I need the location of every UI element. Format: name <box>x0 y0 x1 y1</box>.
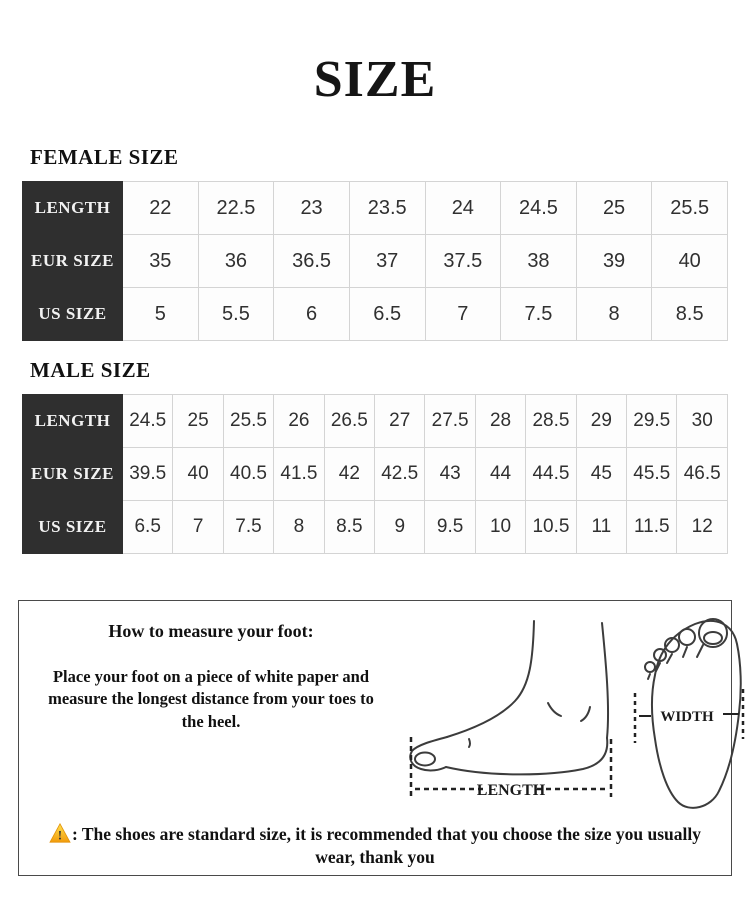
size-cell: 7.5 <box>501 288 577 341</box>
size-cell: 10.5 <box>526 501 576 554</box>
size-cell: 37 <box>349 235 425 288</box>
warning-icon <box>49 823 71 843</box>
female-size-table <box>22 181 728 341</box>
size-cell: 6 <box>274 288 350 341</box>
width-label: WIDTH <box>660 709 714 725</box>
row-header: LENGTH <box>23 182 123 235</box>
size-cell: 6.5 <box>123 501 173 554</box>
row-header: US SIZE <box>23 288 123 341</box>
row-header: EUR SIZE <box>23 448 123 501</box>
size-cell: 37.5 <box>425 235 501 288</box>
size-cell: 29.5 <box>627 395 677 448</box>
size-cell: 38 <box>501 235 577 288</box>
size-cell: 11.5 <box>627 501 677 554</box>
size-cell: 22.5 <box>198 182 274 235</box>
size-cell: 8.5 <box>324 501 374 554</box>
size-cell: 44.5 <box>526 448 576 501</box>
foot-side-view-icon <box>397 611 623 807</box>
size-cell: 45.5 <box>627 448 677 501</box>
foot-sole-view-icon <box>623 611 749 817</box>
size-cell: 35 <box>123 235 199 288</box>
size-cell: 42.5 <box>375 448 425 501</box>
size-cell: 9.5 <box>425 501 475 554</box>
size-cell: 27 <box>375 395 425 448</box>
size-cell: 25.5 <box>652 182 728 235</box>
size-cell: 24 <box>425 182 501 235</box>
size-cell: 43 <box>425 448 475 501</box>
size-cell: 24.5 <box>123 395 173 448</box>
size-cell: 41.5 <box>274 448 324 501</box>
measure-instructions-box <box>18 600 732 876</box>
table-row <box>23 288 728 341</box>
row-header: LENGTH <box>23 395 123 448</box>
size-cell: 36.5 <box>274 235 350 288</box>
size-cell: 36 <box>198 235 274 288</box>
size-cell: 9 <box>375 501 425 554</box>
size-cell: 24.5 <box>501 182 577 235</box>
size-cell: 25 <box>173 395 223 448</box>
measure-text-block <box>25 611 397 811</box>
size-cell: 11 <box>576 501 626 554</box>
size-cell: 28.5 <box>526 395 576 448</box>
size-cell: 5.5 <box>198 288 274 341</box>
size-cell: 26 <box>274 395 324 448</box>
size-cell: 44 <box>475 448 525 501</box>
measure-heading: How to measure your foot: <box>108 621 314 641</box>
size-cell: 26.5 <box>324 395 374 448</box>
size-cell: 7 <box>425 288 501 341</box>
size-cell: 46.5 <box>677 448 728 501</box>
size-cell: 22 <box>123 182 199 235</box>
size-cell: 7 <box>173 501 223 554</box>
size-cell: 23 <box>274 182 350 235</box>
size-cell: 39.5 <box>123 448 173 501</box>
size-cell: 25 <box>576 182 652 235</box>
measure-body-text: Place your foot on a piece of white paper and measure the longest distance from your toes to the heel. <box>48 667 374 731</box>
female-size-heading: FEMALE SIZE <box>30 145 179 169</box>
size-cell: 8 <box>274 501 324 554</box>
size-cell: 5 <box>123 288 199 341</box>
size-cell: 27.5 <box>425 395 475 448</box>
foot-diagrams <box>397 611 750 811</box>
row-header: US SIZE <box>23 501 123 554</box>
svg-text:!: ! <box>57 828 63 843</box>
size-cell: 6.5 <box>349 288 425 341</box>
size-cell: 45 <box>576 448 626 501</box>
length-label: LENGTH <box>476 782 546 799</box>
row-header: EUR SIZE <box>23 235 123 288</box>
size-cell: 40.5 <box>223 448 273 501</box>
size-cell: 28 <box>475 395 525 448</box>
table-row <box>23 448 728 501</box>
size-cell: 40 <box>173 448 223 501</box>
table-row <box>23 182 728 235</box>
size-cell: 40 <box>652 235 728 288</box>
size-cell: 8.5 <box>652 288 728 341</box>
size-cell: 8 <box>576 288 652 341</box>
male-size-heading: MALE SIZE <box>30 358 151 382</box>
size-cell: 29 <box>576 395 626 448</box>
measure-content <box>25 611 725 811</box>
size-cell: 39 <box>576 235 652 288</box>
size-cell: 25.5 <box>223 395 273 448</box>
size-cell: 10 <box>475 501 525 554</box>
size-cell: 30 <box>677 395 728 448</box>
note-text: : The shoes are standard size, it is recommended that you choose the size you usually wear, thank you <box>71 824 702 867</box>
table-row <box>23 501 728 554</box>
size-cell: 12 <box>677 501 728 554</box>
standard-size-note <box>45 823 705 869</box>
size-cell: 23.5 <box>349 182 425 235</box>
size-cell: 42 <box>324 448 374 501</box>
size-cell: 7.5 <box>223 501 273 554</box>
page-title: SIZE <box>313 51 437 108</box>
table-row <box>23 395 728 448</box>
male-size-table <box>22 394 728 554</box>
table-row <box>23 235 728 288</box>
